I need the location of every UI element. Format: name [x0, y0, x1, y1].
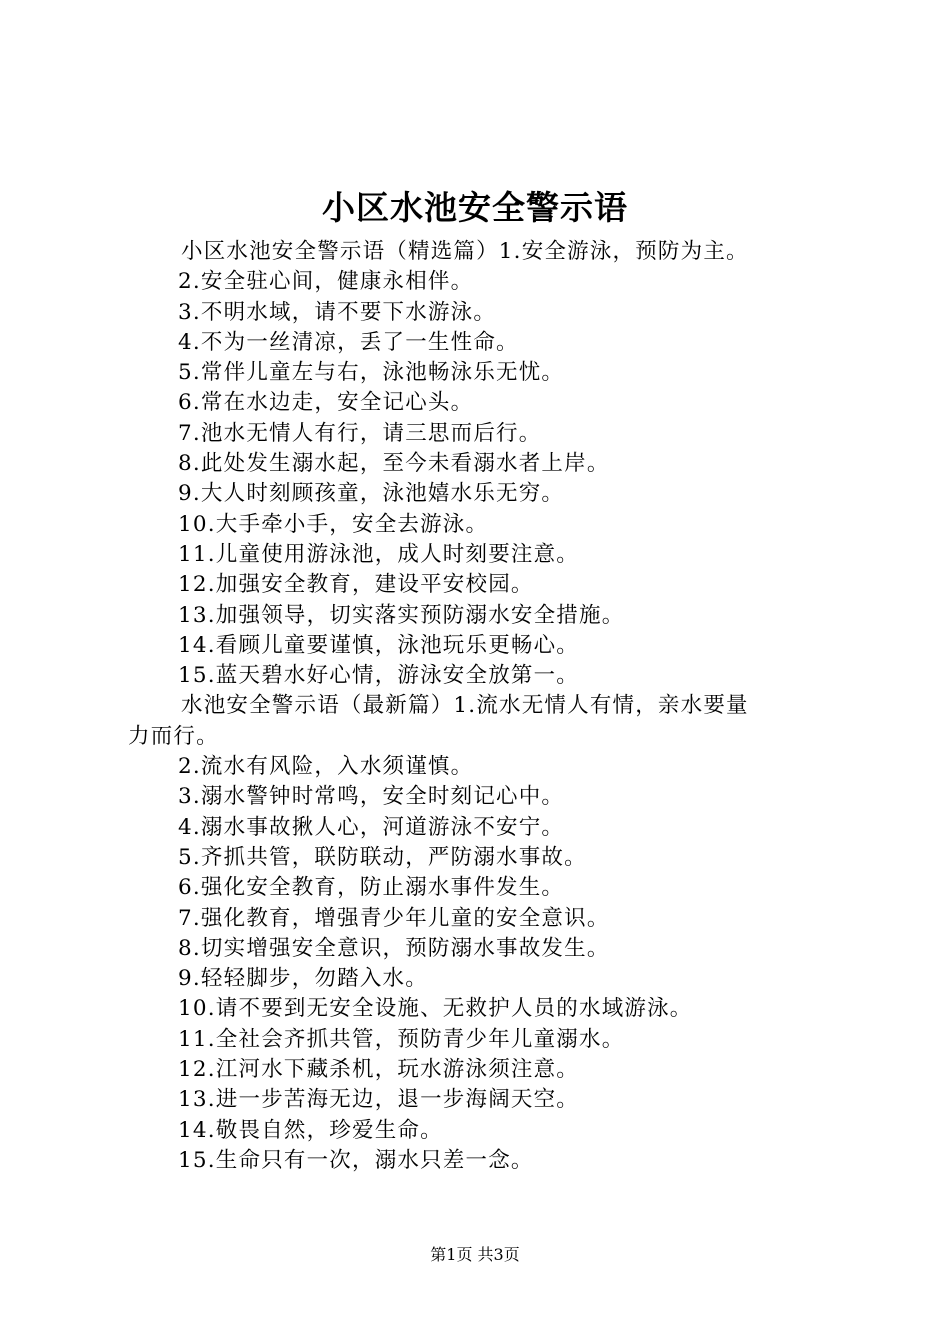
text-line: 15.蓝天碧水好心情，游泳安全放第一。: [178, 663, 579, 689]
text-line: 13.进一步苦海无边，退一步海阔天空。: [178, 1087, 579, 1113]
text-line: 9.大人时刻顾孩童，泳池嬉水乐无穷。: [178, 481, 565, 507]
text-line: 6.常在水边走，安全记心头。: [178, 390, 474, 416]
text-line: 6.强化安全教育，防止溺水事件发生。: [178, 875, 565, 901]
text-line: 7.池水无情人有行，请三思而后行。: [178, 420, 542, 446]
text-line: 5.齐抓共管，联防联动，严防溺水事故。: [178, 844, 587, 870]
text-line: 10.请不要到无安全设施、无救护人员的水域游泳。: [178, 996, 693, 1022]
text-line: 14.敬畏自然，珍爱生命。: [178, 1117, 443, 1143]
text-line: 8.切实增强安全意识，预防溺水事故发生。: [178, 935, 610, 961]
text-line: 4.不为一丝清凉，丢了一生性命。: [178, 329, 519, 355]
text-line: 13.加强领导，切实落实预防溺水安全措施。: [178, 602, 625, 628]
text-line: 12.加强安全教育，建设平安校园。: [178, 572, 534, 598]
text-line: 小区水池安全警示语（精选篇）1.安全游泳，预防为主。: [181, 239, 749, 264]
text-line: 9.轻轻脚步，勿踏入水。: [178, 966, 428, 992]
text-line: 14.看顾儿童要谨慎，泳池玩乐更畅心。: [178, 632, 579, 658]
text-line: 12.江河水下藏杀机，玩水游泳须注意。: [178, 1057, 579, 1083]
text-line: 15.生命只有一次，溺水只差一念。: [178, 1147, 534, 1173]
text-line: 3.溺水警钟时常鸣，安全时刻记心中。: [178, 784, 565, 810]
text-line: 5.常伴儿童左与右，泳池畅泳乐无忧。: [178, 360, 565, 386]
text-line: 3.不明水域，请不要下水游泳。: [178, 299, 497, 325]
text-line: 11.儿童使用游泳池，成人时刻要注意。: [178, 541, 579, 567]
text-line: 10.大手牵小手，安全去游泳。: [178, 511, 489, 537]
text-line: 2.安全驻心间，健康永相伴。: [178, 269, 474, 295]
text-line: 11.全社会齐抓共管，预防青少年儿童溺水。: [178, 1026, 625, 1052]
page-footer: 第1页 共3页: [430, 1245, 520, 1264]
text-line: 4.溺水事故揪人心，河道游泳不安宁。: [178, 814, 565, 840]
text-line: 7.强化教育，增强青少年儿童的安全意识。: [178, 905, 610, 931]
text-line: 2.流水有风险，入水须谨慎。: [178, 754, 474, 780]
text-line: 力而行。: [128, 723, 219, 749]
text-line: 8.此处发生溺水起，至今未看溺水者上岸。: [178, 451, 610, 477]
document-title: 小区水池安全警示语: [322, 188, 628, 227]
document-body: [128, 237, 838, 1176]
text-line: 水池安全警示语（最新篇）1.流水无情人有情，亲水要量: [181, 693, 749, 719]
